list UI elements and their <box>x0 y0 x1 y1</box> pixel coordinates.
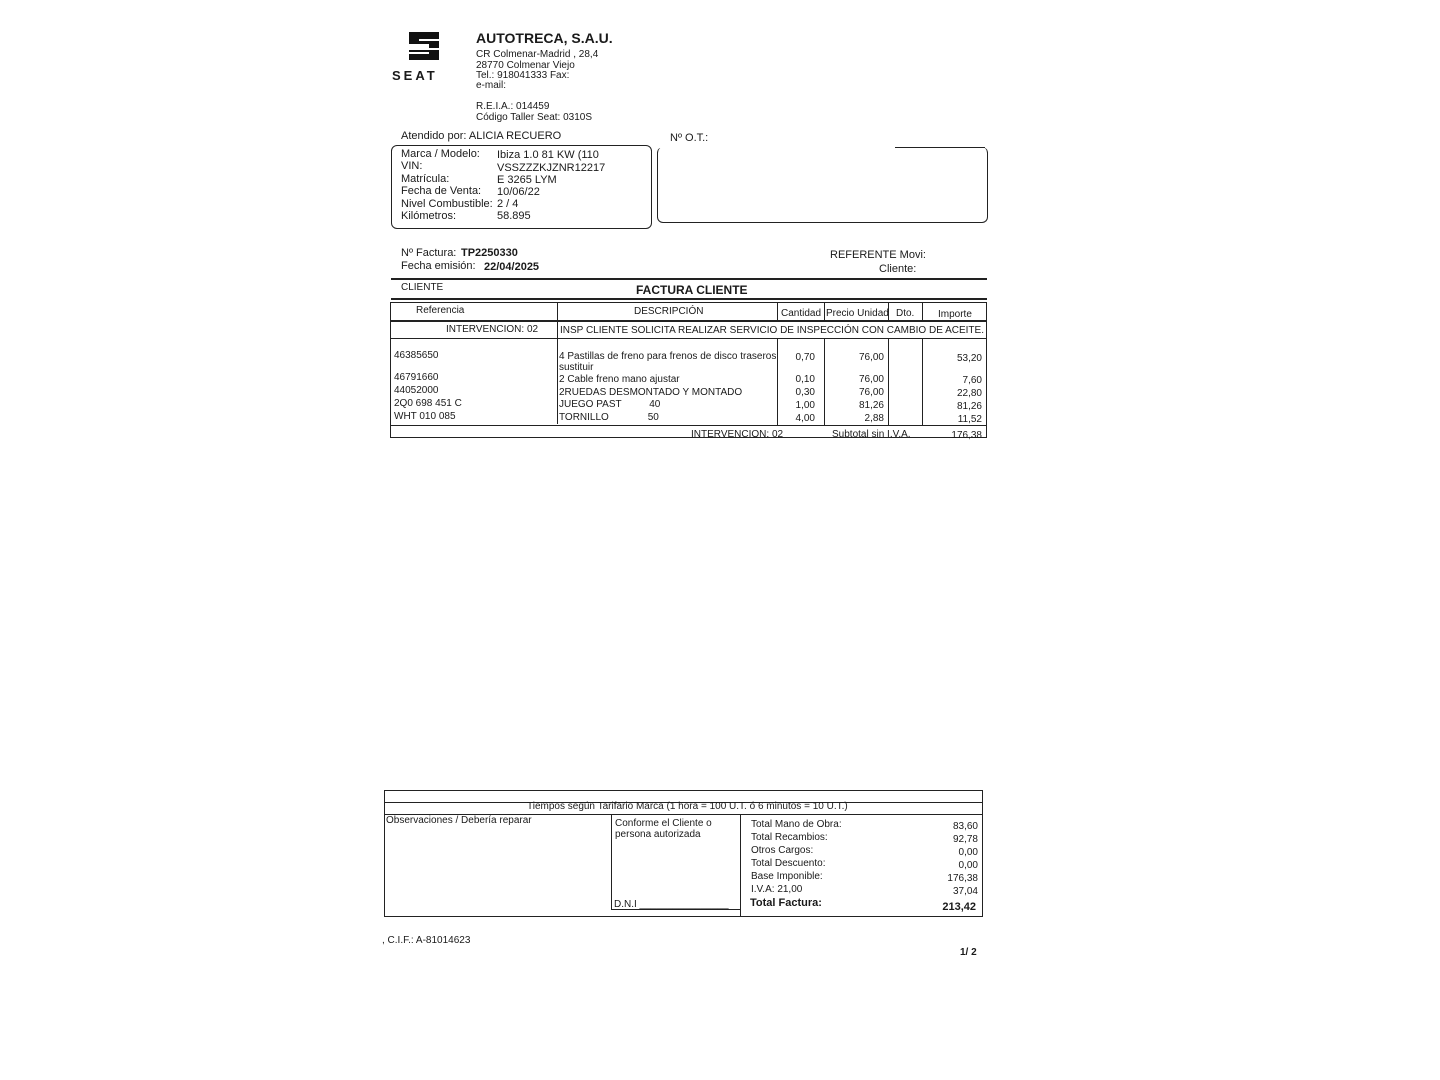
tiempos-note: Tiempos según Tarifario Marca (1 hora = 100 U.T. ó 6 minutos = 10 U.T.) <box>527 801 848 812</box>
vehicle-label-sale-date: Fecha de Venta: <box>401 185 482 197</box>
total-value: 176,38 <box>947 873 978 884</box>
page-number: 1/ 2 <box>960 947 977 958</box>
row-ref: 46385650 <box>394 350 439 361</box>
total-value: 83,60 <box>952 821 978 832</box>
total-label: Total Mano de Obra: <box>751 819 842 830</box>
company-cif: , C.I.F.: A-81014623 <box>382 935 471 946</box>
vehicle-value-plate: E 3265 LYM <box>497 174 557 186</box>
vehicle-value-vin: VSSZZZKJZNR12217 <box>497 162 606 174</box>
row-amount: 11,52 <box>957 414 982 425</box>
vehicle-value-sale-date: 10/06/22 <box>497 186 540 198</box>
company-reia: R.E.I.A.: 014459 <box>476 101 550 112</box>
invoice-date-label: Fecha emisión: <box>401 260 476 272</box>
row-desc-2: sustituir <box>559 362 594 373</box>
total-value: 37,04 <box>952 886 978 897</box>
row-price: 2,88 <box>864 413 884 424</box>
company-address-2: 28770 Colmenar Viejo <box>476 60 575 71</box>
invoice-total-value: 213,42 <box>942 901 976 913</box>
row-desc: TORNILLO 50 <box>559 412 659 423</box>
row-ref: 44052000 <box>394 385 439 396</box>
total-value: 92,78 <box>952 834 978 845</box>
brand-logo-text: SEAT <box>392 68 438 83</box>
total-value: 0,00 <box>958 860 978 871</box>
invoice-title: FACTURA CLIENTE <box>636 283 748 297</box>
items-table <box>390 302 987 438</box>
row-amount: 22,80 <box>956 388 982 399</box>
invoice-number-label: Nº Factura: <box>401 247 457 259</box>
subtotal-label: Subtotal sin I.V.A. <box>832 429 911 440</box>
row-ref: WHT 010 085 <box>394 411 456 422</box>
total-label: Total Recambios: <box>751 832 828 843</box>
invoice-date: 22/04/2025 <box>484 261 540 273</box>
row-price: 76,00 <box>858 352 884 363</box>
invoice-number: TP2250330 <box>461 247 518 259</box>
company-email: e-mail: <box>476 80 507 91</box>
row-qty: 0,70 <box>795 352 815 363</box>
ot-label: Nº O.T.: <box>670 132 709 144</box>
intervention-desc: INSP CLIENTE SOLICITA REALIZAR SERVICIO DE INSPECCIÓN CON CAMBIO DE ACEITE. <box>560 325 984 336</box>
row-price: 76,00 <box>858 374 884 385</box>
total-label: I.V.A: 21,00 <box>751 884 803 895</box>
row-ref: 46791660 <box>394 372 439 383</box>
total-label: Base Imponible: <box>751 871 823 882</box>
dni-field: D.N.I ________________ <box>614 899 729 910</box>
row-qty: 0,30 <box>795 387 815 398</box>
header-precio: Precio Unidad <box>826 308 889 319</box>
row-qty: 0,10 <box>795 374 815 385</box>
header-referencia: Referencia <box>416 305 465 316</box>
intervention-ref: INTERVENCION: 02 <box>446 324 539 335</box>
cliente-label: Cliente: <box>879 263 917 275</box>
row-amount: 53,20 <box>956 353 982 364</box>
conforme-line-2: persona autorizada <box>615 829 701 840</box>
subtotal-value: 176,38 <box>951 430 982 441</box>
cliente-section-label: CLIENTE <box>401 282 444 293</box>
company-taller-code: Código Taller Seat: 0310S <box>476 112 593 123</box>
header-dto: Dto. <box>896 308 915 319</box>
vehicle-label-km: Kilómetros: <box>401 210 457 222</box>
header-cantidad: Cantidad <box>781 308 822 319</box>
vehicle-label-vin: VIN: <box>401 160 423 172</box>
observaciones-label: Observaciones / Debería reparar <box>386 815 532 826</box>
row-price: 76,00 <box>858 387 884 398</box>
referente: REFERENTE Movi: <box>830 249 926 261</box>
row-desc: 2 Cable freno mano ajustar <box>559 374 680 385</box>
vehicle-value-fuel: 2 / 4 <box>497 198 519 210</box>
row-amount: 7,60 <box>962 375 982 386</box>
row-desc: JUEGO PAST 40 <box>559 399 661 410</box>
vehicle-value-km: 58.895 <box>497 210 531 222</box>
vehicle-label-model: Marca / Modelo: <box>401 148 480 160</box>
row-amount: 81,26 <box>956 401 982 412</box>
row-qty: 4,00 <box>795 413 815 424</box>
total-value: 0,00 <box>958 847 978 858</box>
ot-box <box>657 147 988 223</box>
seat-logo-icon <box>405 30 443 62</box>
row-ref: 2Q0 698 451 C <box>394 398 462 409</box>
vehicle-label-plate: Matrícula: <box>401 173 450 185</box>
row-qty: 1,00 <box>795 400 815 411</box>
vehicle-label-fuel: Nivel Combustible: <box>401 198 493 210</box>
company-address-1: CR Colmenar-Madrid , 28,4 <box>476 49 599 60</box>
subtotal-intervention: INTERVENCION: 02 <box>691 429 784 440</box>
row-price: 81,26 <box>858 400 884 411</box>
row-desc: 2RUEDAS DESMONTADO Y MONTADO <box>559 387 743 398</box>
company-name: AUTOTRECA, S.A.U. <box>476 30 613 46</box>
total-label: Otros Cargos: <box>751 845 814 856</box>
invoice-total-label: Total Factura: <box>750 897 822 909</box>
header-descripcion: DESCRIPCIÓN <box>634 306 704 317</box>
vehicle-value-model: Ibiza 1.0 81 KW (110 <box>497 149 599 161</box>
row-desc: 4 Pastillas de freno para frenos de disco traseros <box>559 351 777 362</box>
attended-by: Atendido por: ALICIA RECUERO <box>401 130 562 142</box>
conforme-line-1: Conforme el Cliente o <box>615 818 712 829</box>
company-phone: Tel.: 918041333 Fax: <box>476 70 570 81</box>
header-importe: Importe <box>938 309 972 320</box>
total-label: Total Descuento: <box>751 858 826 869</box>
